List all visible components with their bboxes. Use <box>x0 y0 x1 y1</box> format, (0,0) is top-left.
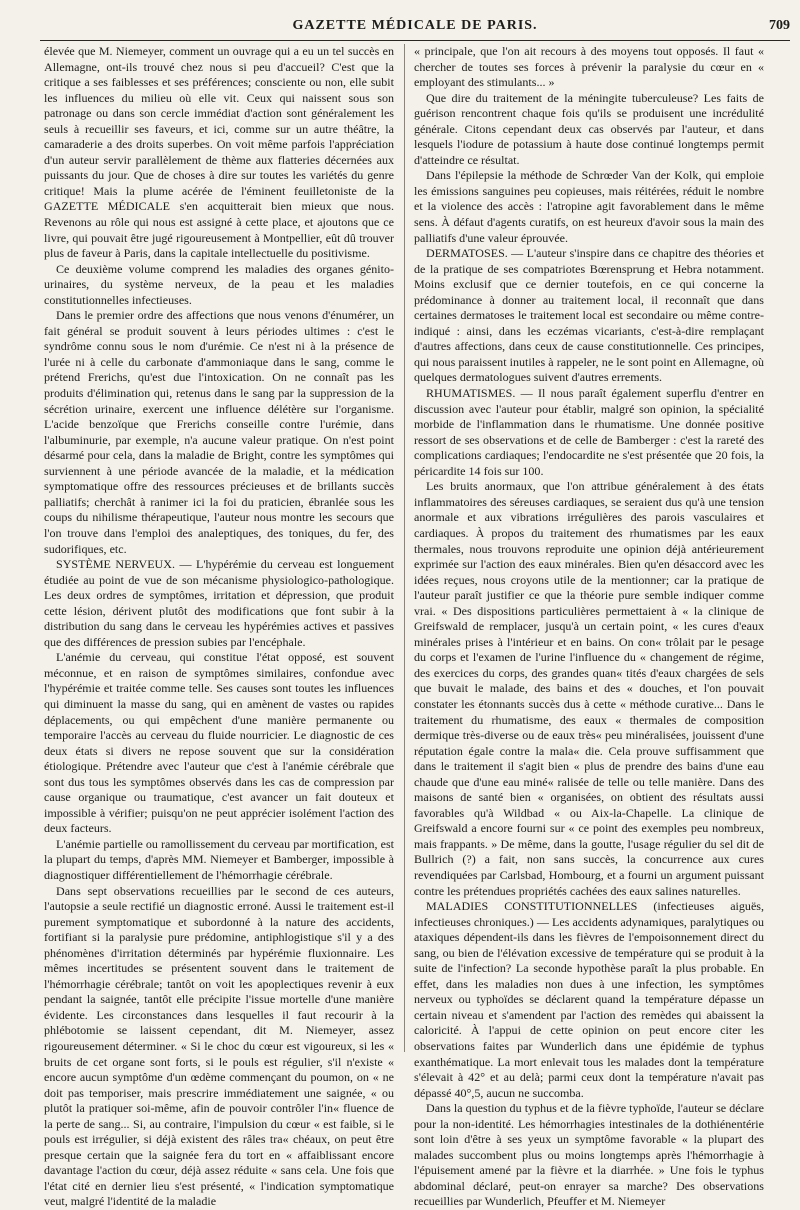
paragraph: Dans sept observations recueillies par le second de ces auteurs, l'autopsie a seule rectifié un diagnostic erroné. Aussi le traitement est-il purement symptomatique et subordonné à la nature des accidents, fortifiant si la paralysie pure prédomine, antiphlogistique s'il y a des phénomènes d'irritation déterminés par hypérémie fluxionnaire. Les mêmes incertitudes se présentent souvent dans le traitement de l'hémorrhagie cérébrale; tantôt on voit les apoplectiques revenir à eux pendant la saignée, tantôt elle précipite l'issue mortelle d'une manière évidente. Les circonstances dans lesquelles il faut recourir à la phlébotomie se laissent cependant, dit M. Niemeyer, assez rigoureusement déterminer. « Si le choc du cœur est vigoureux, si les « bruits de cet organe sont forts, si le pouls est régulier, s'il n'existe « encore aucun symptôme d'un œdème commençant du poumon, on « ne doit pas temporiser, mais prescrire immédiatement une saignée, « ou plutôt la pratiquer soi-même, afin de pouvoir contrôler l'in« fluence de la perte de sang... Si, au contraire, l'impulsion du cœur « est faible, si le pouls est irrégulier, si déjà existent des râles tra« chéaux, on peut être presque certain que la saignée fera du tort en « affaiblissant encore davantage l'action du cœur, déjà assez réduite « sans cela. Une fois que l'état cité en dernier lieu s'est présenté, « l'indication symptomatique veut, malgré l'identité de la maladie <box>44 883 394 1209</box>
paragraph: L'anémie du cerveau, qui constitue l'état opposé, est souvent méconnue, et en raison de symptômes similaires, confondue avec l'hypérémie et traitée comme telle. Ses causes sont toutes les influences qui diminuent la masse du sang, qui en amènent de vastes ou rapides déplacements, ou qui empêchent d'une manière permanente ou temporaire l'accès au cerveau du fluide nourricier. Le diagnostic de ces deux états si divers ne repose souvent que sur la considération étiologique. Prétendre avec l'auteur que c'est à l'anémie cérébrale que sont dus tous les symptômes observés dans les cas de compression par cause organique ou traumatique, c'est avancer un fait douteux et impossible à vérifier; puisqu'on ne peut apprécier isolément l'action des deux facteurs. <box>44 650 394 836</box>
paragraph: Dans la question du typhus et de la fièvre typhoïde, l'auteur se déclare pour la non-identité. Les hémorrhagies intestinales de la dothiénentérie sont loin d'être à ses yeux un symptôme favorable « la plupart des malades succombent plus ou moins longtemps après l'hémorrhagie à l'épuisement amené par la fièvre et la diarrhée. » Une fois le typhus abdominal déclaré, peut-on enrayer sa marche? Des observations recueillies par Wunderlich, Pfeuffer et M. Niemeyer <box>414 1101 764 1209</box>
column-divider <box>404 44 405 1052</box>
left-column <box>44 44 394 1209</box>
paragraph: L'anémie partielle ou ramollissement du cerveau par mortification, est la plupart du temps, d'après MM. Niemeyer et Bamberger, impossible à diagnostiquer différentiellement de l'hémorrhagie cérébrale. <box>44 836 394 882</box>
paragraph: Les bruits anormaux, que l'on attribue généralement à des états inflammatoires des séreuses cardiaques, se seraient dus qu'à une tension anormale et aux vibrations irrégulières des parois vasculaires et cardiaques. À propos du traitement des rhumatismes par les eaux thermales, nous trouvons reproduite une opinion déjà antérieurement exprimée sur l'action des eaux minérales. Bien qu'en désaccord avec les idées reçues, nous croyons utile de la mentionner; car la pratique de l'auteur paraît justifier ce que la théorie pure semble indiquer comme vrai. « Des dispositions particulières permettaient à « la clinique de Greifswald de remplacer, jusqu'à un certain point, « les cures d'eaux minérales prises à l'intérieur et en bains. On con« trôlait par le pesage du corps et l'examen de l'urine l'influence du « changement de régime, des exercices du corps, des grandes quan« tités d'eaux chargées de sels que buvait le malade, des bains et des « douches, et l'on pouvait constater les étonnants succès dus à cette « méthode curative... Dans le traitement du rhumatisme, des eaux « thermales de composition dermique très-diverse ou de eaux très« peu minéralisées, jouissent d'une réputation égale contre la mala« die. Cela prouve suffisamment que dans le traitement il s'agit bien « plus de prendre des bains d'une eau chaude que d'une eau miné« ralisée de telle ou telle manière. Dans des maisons de santé bien « organisées, on obtient des résultats aussi favorables qu'à Wildbad « ou Aix-la-Chapelle. La clinique de Greifswald a encore fourni sur « ce point des exemples peu nombreux, mais frappants. » De même, dans la goutte, l'usage régulier du sel dit de Bullrich (?) a fait, non sans succès, la concurrence aux cures revendiquées par Carlsbad, Hombourg, et a fourni un argument puissant contre les prétendues propriétés cachées des eaux salines naturelles. <box>414 479 764 898</box>
page-header <box>40 6 790 41</box>
paragraph: « principale, que l'on ait recours à des moyens tout opposés. Il faut « chercher de toutes ses forces à prévenir la paralysie du cœur en « employant des stimulants... » <box>414 44 764 90</box>
paragraph: SYSTÈME NERVEUX. — L'hypérémie du cerveau est longuement étudiée au point de vue de son mécanisme physiologico-pathologique. Les deux ordres de symptômes, irritation et dépression, que produit cette lésion, dérivent plutôt des modifications que font subir à la distribution du sang dans le cerveau les hypérémies actives et passives que des différences de pression subies par l'encéphale. <box>44 557 394 649</box>
paragraph: DERMATOSES. — L'auteur s'inspire dans ce chapitre des théories et de la pratique de ses compatriotes Bœrensprung et Hebra notamment. Moins exclusif que ce dernier toutefois, en ce qui concerne la prédominance à donner au traitement local, il reconnaît que dans certaines dermatoses le traitement local est secondaire ou même contre-indiqué : ainsi, dans les eczémas vicariants, c'est-à-dire remplaçant d'autres affections, dans ceux de cause constitutionnelle. Ces principes, qui nous paraissent inutiles à rappeler, ne le sont point en Allemagne, où quelques dermatologues suivent d'autres errements. <box>414 246 764 385</box>
paragraph: MALADIES CONSTITUTIONNELLES (infectieuses aiguës, infectieuses chroniques.) — Les accidents adynamiques, paralytiques ou ataxiques dépendent-ils dans les fièvres de l'empoisonnement direct du sang, ou bien de l'élévation excessive de température qui se produit à la suite de l'infection? La seconde hypothèse paraît la plus probable. En effet, dans les maladies non dues à une infection, les symptômes nerveux ou typhoïdes se déclarent quand la température dépasse un certain niveau et s'amendent par l'action des remèdes qui abaissent la caloricité. À l'appui de cette opinion on peut encore citer les observations faites par Wunderlich dans une épidémie de typhus exanthématique. La mort enlevait tous les malades dont la température s'élevait à 42° et au delà; parmi ceux dont la température n'avait pas dépassé 40°,5, aucun ne succomba. <box>414 899 764 1100</box>
page-number: 709 <box>769 18 790 33</box>
paragraph: Que dire du traitement de la méningite tuberculeuse? Les faits de guérison rencontrent chaque fois qu'ils se produisent une incrédulité générale. Citons cependant deux cas observés par l'auteur, et dans lesquels l'iodure de potassium à haute dose continué longtemps permit d'atteindre ce résultat. <box>414 90 764 167</box>
paragraph: Dans l'épilepsie la méthode de Schrœder Van der Kolk, qui emploie les émissions sanguines peu copieuses, mais réitérées, réduit le nombre et la violence des accès : l'atropine agit favorablement dans le même sens. À défaut d'agents curatifs, on est heureux d'avoir sous la main des palliatifs d'une valeur éprouvée. <box>414 168 764 245</box>
paragraph: RHUMATISMES. — Il nous paraît également superflu d'entrer en discussion avec l'auteur pour établir, malgré son opinion, la spécialité morbide de l'inflammation dans le rhumatisme. Une donnée positive ressort de ses observations et de celle de Bamberger : c'est la rareté des complications cardiaques; l'endocardite ne s'est présentée que 20 fois, la péricardite 14 fois sur 100. <box>414 386 764 478</box>
paragraph: Ce deuxième volume comprend les maladies des organes génito-urinaires, du système nerveux, de la peau et les maladies constitutionnelles infectieuses. <box>44 261 394 307</box>
paragraph: élevée que M. Niemeyer, comment un ouvrage qui a eu un tel succès en Allemagne, ont-ils trouvé chez nous si peu d'accueil? C'est que la critique a ses faiblesses et ses préférences; consciente ou non, elle subit les influences du milieu où elle vit. Ceux qui naissent sous son patronage ou dans son cercle immédiat d'action sont généralement les seuls à recueillir ses faveurs, et ici, comme sur un autre théâtre, la camaraderie a des droits superbes. On voit même parfois l'appréciation d'un auteur servir parallèlement de thème aux flatteries décernées aux puissants du jour. Que de choses à dire sur toutes les variétés du genre critique! Mais la plume acérée de l'éminent feuilletoniste de la GAZETTE MÉDICALE s'en acquitterait bien mieux que nous. Revenons au rôle qui nous est assigné à cette place, et ajoutons que ce livre, qui pouvait être jugé rigoureusement à Montpellier, eût dû trouver plus de faveur à Paris, dans la capitale intellectuelle du positivisme. <box>44 44 394 261</box>
right-column <box>414 44 764 1209</box>
running-title: GAZETTE MÉDICALE DE PARIS. <box>292 18 538 33</box>
paragraph: Dans le premier ordre des affections que nous venons d'énumérer, un fait général se produit souvent à leurs périodes ultimes : c'est le syndrôme connu sous le nom d'urémie. Ce n'est ni à la présence de l'urée ni à celle du carbonate d'ammoniaque dans le sang, comme le prétend Frerichs, qu'est due l'intoxication. On ne connaît pas les produits d'élimination qui, retenus dans le sang par la suppression de la sécrétion urinaire, exercent une influence délétère sur l'organisme. L'acide benzoïque que Frerichs conseille contre l'urémie, dans l'albuminurie, par exemple, n'a aucune valeur pratique. On n'est point désarmé pour cela, dans la maladie de Bright, contre les symptômes qui surviennent à une période avancée de la maladie, et la médication symptomatique offre des ressources précieuses et de brillants succès palliatifs; cherchât à ranimer ici la foi du praticien, ébranlée sous les coups du nihilisme thérapeutique, l'auteur nous montre les secours que l'on trouve dans l'emploi des analeptiques, des toniques, du fer, des sudorifiques, etc. <box>44 308 394 556</box>
